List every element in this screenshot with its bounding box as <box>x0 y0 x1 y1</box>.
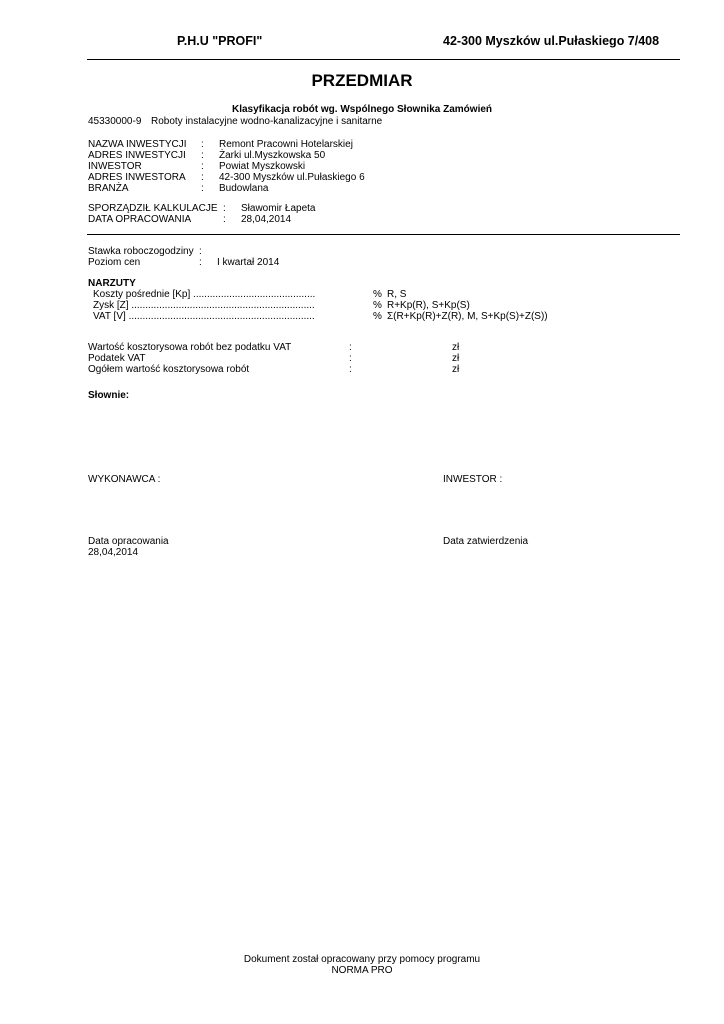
header-rule <box>87 59 680 60</box>
narzut-z-basis: R+Kp(R), S+Kp(S) <box>387 300 470 311</box>
prepared-date-sep: : <box>223 214 226 225</box>
narzut-vat-label: VAT [V] ................................................................... <box>93 311 315 322</box>
investment-name-sep: : <box>201 139 204 150</box>
prepared-by-sep: : <box>223 203 226 214</box>
section-rule <box>87 234 680 235</box>
price-level-value: I kwartał 2014 <box>217 257 280 268</box>
contractor-label: WYKONAWCA : <box>88 474 161 485</box>
footer-line-2: NORMA PRO <box>331 965 393 976</box>
value-vat-sep: : <box>349 353 352 364</box>
document-title: PRZEDMIAR <box>311 71 413 90</box>
labor-rate-label: Stawka roboczogodziny <box>88 246 194 257</box>
investor-value: Powiat Myszkowski <box>219 161 306 172</box>
narzut-kp-label: Koszty pośrednie [Kp] ............................................ <box>93 289 316 300</box>
branch-value: Budowlana <box>219 183 269 194</box>
narzut-kp-basis: R, S <box>387 289 407 300</box>
investor-address-sep: : <box>201 172 204 183</box>
company-address: 42-300 Myszków ul.Pułaskiego 7/408 <box>443 34 660 48</box>
value-vat-label: Podatek VAT <box>88 353 146 364</box>
prepared-by-label: SPORZĄDZIŁ KALKULACJE <box>88 203 218 214</box>
prepared-date-value: 28,04,2014 <box>241 214 292 225</box>
investor-sep: : <box>201 161 204 172</box>
value-vat-unit: zł <box>452 353 460 364</box>
narzut-vat-unit: % <box>373 311 382 322</box>
value-total-unit: zł <box>452 364 460 375</box>
classification-code: 45330000-9 <box>88 116 142 127</box>
footer-line-1: Dokument został opracowany przy pomocy programu <box>243 954 481 965</box>
narzut-z-unit: % <box>373 300 382 311</box>
company-name: P.H.U "PROFI" <box>177 34 263 48</box>
investment-name-value: Remont Pracowni Hotelarskiej <box>219 139 353 150</box>
value-net-sep: : <box>349 342 352 353</box>
investment-name-label: NAZWA INWESTYCJI <box>88 139 187 150</box>
investment-address-sep: : <box>201 150 204 161</box>
classification-heading: Klasyfikacja robót wg. Wspólnego Słownika Zamówień <box>231 104 493 115</box>
value-net-unit: zł <box>452 342 460 353</box>
value-total-sep: : <box>349 364 352 375</box>
narzuty-heading: NARZUTY <box>88 278 136 289</box>
investment-address-value: Żarki ul.Myszkowska 50 <box>219 150 326 161</box>
investor-address-value: 42-300 Myszków ul.Pułaskiego 6 <box>219 172 365 183</box>
price-level-sep: : <box>199 257 202 268</box>
branch-sep: : <box>201 183 204 194</box>
narzut-z-label: Zysk [Z] .................................................................. <box>93 300 315 311</box>
branch-label: BRANŻA <box>88 183 129 194</box>
investor-address-label: ADRES INWESTORA <box>88 172 186 183</box>
date-prepared-label: Data opracowania <box>88 536 169 547</box>
prepared-by-value: Sławomir Łapeta <box>241 203 316 214</box>
prepared-date-label: DATA OPRACOWANIA <box>88 214 192 225</box>
narzut-vat-basis: Σ(R+Kp(R)+Z(R), M, S+Kp(S)+Z(S)) <box>387 311 548 322</box>
investment-address-label: ADRES INWESTYCJI <box>88 150 186 161</box>
date-prepared-value: 28,04,2014 <box>88 547 139 558</box>
narzut-kp-unit: % <box>373 289 382 300</box>
slownie-label: Słownie: <box>88 390 130 401</box>
price-level-label: Poziom cen <box>88 257 141 268</box>
classification-description: Roboty instalacyjne wodno-kanalizacyjne i sanitarne <box>151 116 383 127</box>
date-approved-label: Data zatwierdzenia <box>443 536 529 547</box>
value-total-label: Ogółem wartość kosztorysowa robót <box>88 364 250 375</box>
labor-rate-sep: : <box>199 246 202 257</box>
investor-label: INWESTOR <box>88 161 142 172</box>
investor-signature-label: INWESTOR : <box>443 474 503 485</box>
value-net-label: Wartość kosztorysowa robót bez podatku VAT <box>88 342 292 353</box>
